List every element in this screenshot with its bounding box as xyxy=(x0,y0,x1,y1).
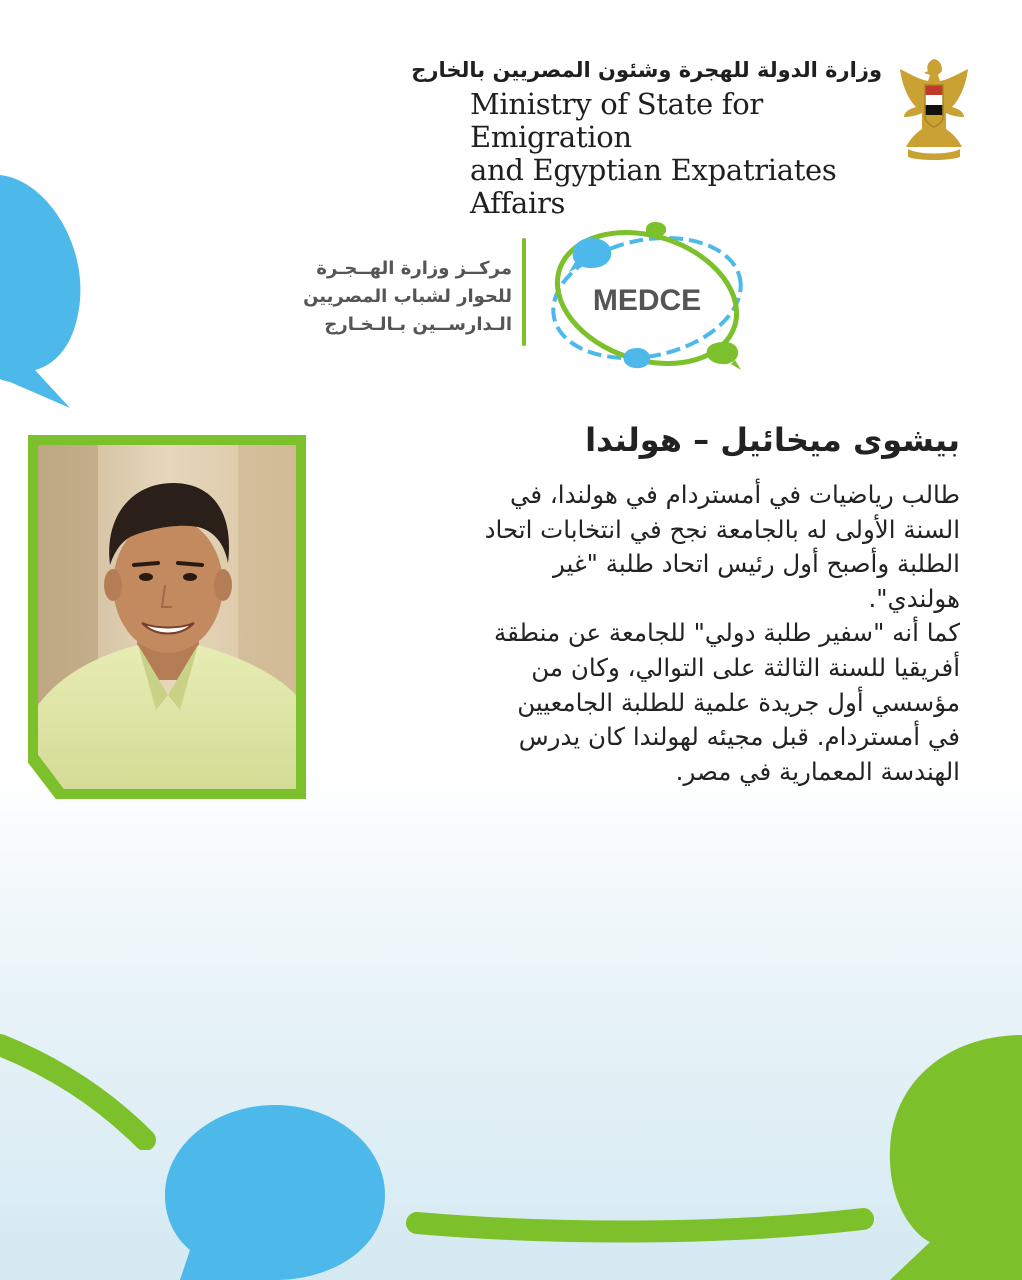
bio-line: الهندسة المعمارية في مصر. xyxy=(675,756,960,786)
bio-line: كما أنه "سفير طلبة دولي" للجامعة عن منطقة xyxy=(493,618,960,648)
bio-line: أفريقيا للسنة الثالثة على التوالي، وكان من xyxy=(531,652,960,682)
profile-title: بيشوى ميخائيل – هولندا xyxy=(585,421,960,459)
profile-photo xyxy=(38,445,296,789)
chat-bubble-icon xyxy=(569,238,611,272)
bio-line: هولندي". xyxy=(868,583,960,613)
center-name-arabic xyxy=(250,255,512,339)
logo-divider xyxy=(522,238,526,346)
ministry-name-english-line1: Ministry of State for Emigration xyxy=(470,87,763,154)
ministry-name-english xyxy=(470,88,882,220)
ministry-name-english-line2: and Egyptian Expatriates Affairs xyxy=(470,153,837,220)
bio-line: الطلبة وأصبح أول رئيس اتحاد طلبة "غير xyxy=(552,549,960,579)
medce-logo xyxy=(545,210,750,375)
green-line-bottom xyxy=(405,1205,875,1245)
logo-text: MEDCE xyxy=(592,284,702,317)
bio-line: السنة الأولى له بالجامعة نجح في انتخابات اتحاد xyxy=(484,514,960,544)
blue-bubble-bottom xyxy=(160,1100,400,1280)
egypt-eagle-emblem-icon xyxy=(898,55,970,163)
profile-bio xyxy=(330,478,960,789)
ministry-name-arabic: وزارة الدولة للهجرة وشئون المصريين بالخارج xyxy=(411,58,882,82)
center-name-line2: للحوار لشباب المصريين xyxy=(303,286,512,307)
bio-line: مؤسسي أول جريدة علمية للطلبة الجامعيين xyxy=(517,687,960,717)
blue-bubble-top-left xyxy=(0,170,90,410)
green-arc-bottom-left xyxy=(0,1030,160,1150)
green-bubble-bottom-right xyxy=(870,1030,1022,1280)
center-name-line1: مركــز وزارة الهــجـرة xyxy=(316,258,512,279)
bio-line: طالب رياضيات في أمستردام في هولندا، في xyxy=(509,480,960,509)
center-name-line3: الـدارســين بـالـخـارج xyxy=(324,314,512,335)
bio-line: في أمستردام. قبل مجيئه لهولندا كان يدرس xyxy=(518,722,960,752)
